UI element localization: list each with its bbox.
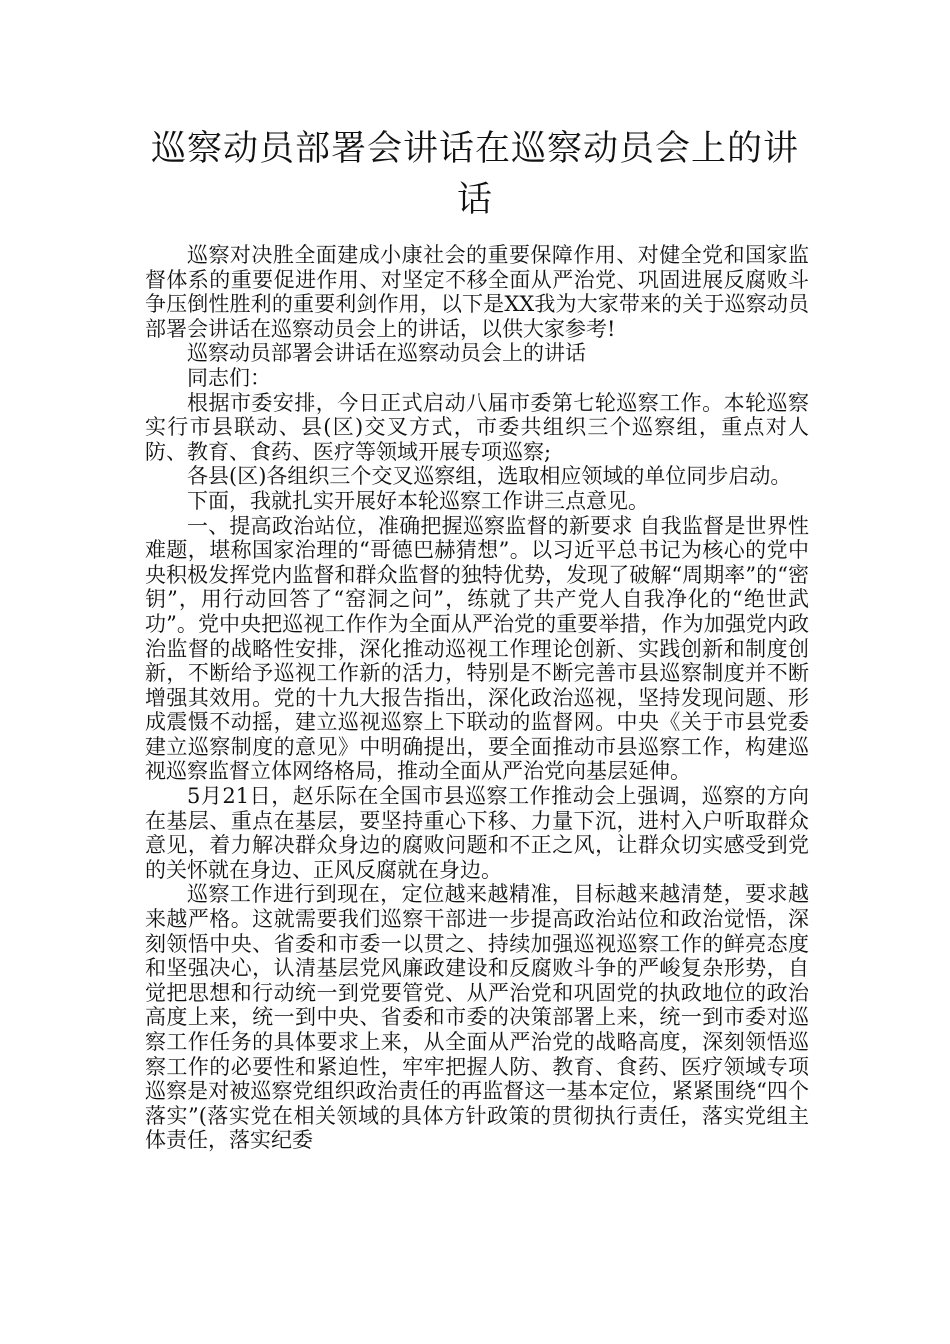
paragraph: 5月21日，赵乐际在全国市县巡察工作推动会上强调，巡察的方向在基层、重点在基层，要坚持重心下移、力量下沉，进村入户听取群众意见，着力解决群众身边的腐败问题和不正之风，让群众切实感受到党的关怀就在身边、正风反腐就在身边。 xyxy=(145,784,809,882)
document-title: 巡察动员部署会讲话在巡察动员会上的讲话 xyxy=(150,129,799,220)
paragraph: 各县(区)各组织三个交叉巡察组，选取相应领域的单位同步启动。 xyxy=(187,464,792,489)
paragraph: 巡察动员部署会讲话在巡察动员会上的讲话 xyxy=(187,341,586,366)
paragraph: 巡察对决胜全面建成小康社会的重要保障作用、对健全党和国家监督体系的重要促进作用、对坚定不移全面从严治党、巩固进展反腐败斗争压倒性胜利的重要利剑作用，以下是XX我为大家带来的关于巡察动员部署会讲话在巡察动员会上的讲话，以供大家参考! xyxy=(145,243,809,341)
paragraph: 巡察工作进行到现在，定位越来越精准，目标越来越清楚，要求越来越严格。这就需要我们巡察干部进一步提高政治站位和政治觉悟，深刻领悟中央、省委和市委一以贯之、持续加强巡视巡察工作的鲜亮态度和坚强决心，认清基层党风廉政建设和反腐败斗争的严峻复杂形势，自觉把思想和行动统一到党要管党、从严治党和巩固党的执政地位的政治高度上来，统一到中央、省委和市委的决策部署上来，统一到市委对巡察工作任务的具体要求上来，从全面从严治党的战略高度，深刻领悟巡察工作的必要性和紧迫性，牢牢把握人防、教育、食药、医疗领域专项巡察是对被巡察党组织政治责任的再监督这一基本定位，紧紧围绕“四个落实”(落实党在相关领域的具体方针政策的贯彻执行责任，落实党组主体责任，落实纪委 xyxy=(145,882,809,1153)
document-body xyxy=(145,243,809,1153)
paragraph: 下面，我就扎实开展好本轮巡察工作讲三点意见。 xyxy=(187,488,649,513)
paragraph: 一、提高政治站位，准确把握巡察监督的新要求 自我监督是世界性难题，堪称国家治理的“哥德巴赫猜想”。以习近平总书记为核心的党中央积极发挥党内监督和群众监督的独特优势，发现了破解“周期率”的“密钥”，用行动回答了“窑洞之问”，练就了共产党人自我净化的“绝世武功”。党中央把巡视工作作为全面从严治党的重要举措，作为加强党内政治监督的战略性安排，深化推动巡视工作理论创新、实践创新和制度创新，不断给予巡视工作新的活力，特别是不断完善市县巡察制度并不断增强其效用。党的十九大报告指出，深化政治巡视，坚持发现问题、形成震慑不动摇，建立巡视巡察上下联动的监督网。中央《关于市县党委建立巡察制度的意见》中明确提出，要全面推动市县巡察工作，构建巡视巡察监督立体网络格局，推动全面从严治党向基层延伸。 xyxy=(145,513,809,784)
paragraph: 根据市委安排，今日正式启动八届市委第七轮巡察工作。本轮巡察实行市县联动、县(区)交叉方式，市委共组织三个巡察组，重点对人防、教育、食药、医疗等领域开展专项巡察; xyxy=(145,390,809,464)
paragraph: 同志们： xyxy=(187,365,271,390)
